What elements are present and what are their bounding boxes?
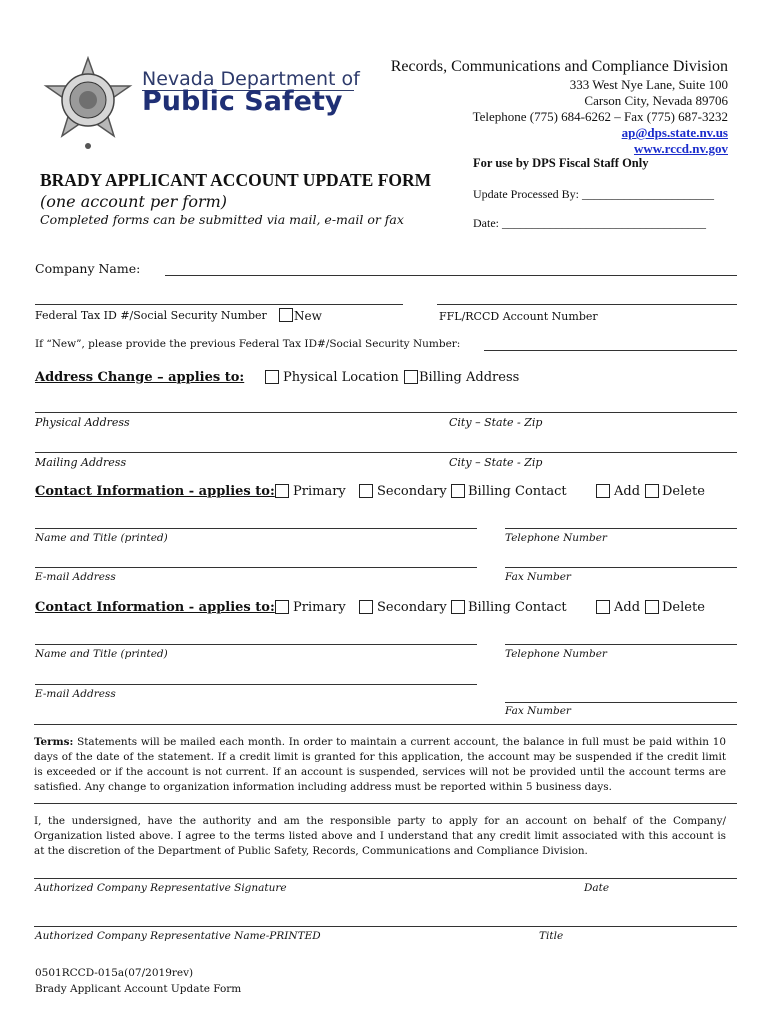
physical-address-field[interactable] [35,412,737,413]
contact1-billing-checkbox[interactable] [451,484,465,498]
contact1-phone-field[interactable] [505,528,737,529]
star-badge-icon [40,56,136,156]
contact1-delete-checkbox[interactable] [645,484,659,498]
phone-fax: Telephone (775) 684-6262 – Fax (775) 687-3232 [472,109,728,124]
contact2-delete-label: Delete [662,600,705,615]
staff-date: Date: __________________________________ [473,216,706,230]
contact1-fax-field[interactable] [505,567,737,568]
title-label: Title [539,930,564,942]
company-name-field[interactable] [165,275,737,276]
new-checkbox[interactable] [279,308,293,322]
contact2-email-label: E-mail Address [35,688,116,700]
date-label: Date [584,882,610,894]
contact1-heading: Contact Information - applies to: [35,484,275,499]
contact2-email-field[interactable] [35,684,477,685]
billing-address-label: Billing Address [419,370,520,385]
contact2-add-checkbox[interactable] [596,600,610,614]
contact2-primary-checkbox[interactable] [275,600,289,614]
physical-csz-label: City – State - Zip [449,416,543,429]
contact2-name-label: Name and Title (printed) [35,648,168,660]
billing-address-checkbox[interactable] [404,370,418,384]
contact1-delete-label: Delete [662,484,705,499]
staff-title: For use by DPS Fiscal Staff Only [473,156,649,170]
logo-line2: Public Safety [142,86,343,117]
physical-location-checkbox[interactable] [265,370,279,384]
contact1-billing-label: Billing Contact [468,484,567,499]
email-link[interactable]: ap@dps.state.nv.us [621,125,728,140]
web-link[interactable]: www.rccd.nv.gov [633,141,728,156]
terms-text: Statements will be mailed each month. In order to maintain a current account, the balance in full must be paid within 10 days of the date of the statement. If a credit limit is granted for this application, the account may be suspended if the credit limit is exceeded or if the account is not current. If an account is suspended, services will not be provided until the account terms are satisfied. Any change to organization information including address must be reported within 5 business days. [34,736,726,793]
previous-tax-id-field[interactable] [484,350,737,351]
form-title: BRADY APPLICANT ACCOUNT UPDATE FORM [40,170,432,190]
contact1-name-field[interactable] [35,528,477,529]
contact2-secondary-label: Secondary [377,600,447,615]
ffl-account-field[interactable] [437,304,737,305]
contact1-email-field[interactable] [35,567,477,568]
signature-label: Authorized Company Representative Signature [35,882,287,894]
contact2-billing-checkbox[interactable] [451,600,465,614]
agreement-paragraph: I, the undersigned, have the authority and am the responsible party to apply for an account on behalf of the Company/ Organization listed above. I agree to the terms listed above and I understand that any credit limit associated with this account is at the discretion of the Department of Public Safety, Records, Communications and Compliance Division. [34,815,726,857]
terms-paragraph [34,735,726,795]
if-new-label: If “New”, please provide the previous Federal Tax ID#/Social Security Number: [35,338,461,350]
contact2-secondary-checkbox[interactable] [359,600,373,614]
contact2-fax-label: Fax Number [505,705,571,717]
printed-name-field[interactable] [34,926,737,927]
contact2-primary-label: Primary [293,600,346,615]
signature-field[interactable] [34,878,737,879]
tax-id-label: Federal Tax ID #/Social Security Number [35,309,267,322]
dps-logo [40,56,360,156]
division-name: Records, Communications and Compliance Division [390,58,728,75]
city-address: Carson City, Nevada 89706 [584,93,728,108]
contact1-add-checkbox[interactable] [596,484,610,498]
divider [34,803,737,804]
contact1-name-label: Name and Title (printed) [35,532,168,544]
logo-line1: Nevada Department of [142,68,360,90]
form-code: 0501RCCD-015a(07/2019rev) [35,967,194,979]
contact1-add-label: Add [614,484,641,499]
contact2-billing-label: Billing Contact [468,600,567,615]
mailing-address-field[interactable] [35,452,737,453]
contact2-phone-label: Telephone Number [505,648,607,660]
new-label: New [294,309,322,323]
street-address: 333 West Nye Lane, Suite 100 [569,77,728,92]
company-name-label: Company Name: [35,261,141,276]
printed-name-label: Authorized Company Representative Name-PRINTED [35,930,321,942]
contact2-heading: Contact Information - applies to: [35,600,275,615]
form-subtitle: (one account per form) [40,192,228,211]
contact1-secondary-checkbox[interactable] [359,484,373,498]
form-note: Completed forms can be submitted via mail, e-mail or fax [40,212,404,227]
divider [34,724,737,725]
ffl-label: FFL/RCCD Account Number [439,310,598,323]
address-change-heading: Address Change – applies to: [35,370,245,385]
contact2-delete-checkbox[interactable] [645,600,659,614]
update-processed-by: Update Processed By: ______________________ [473,187,714,201]
mailing-address-label: Mailing Address [35,456,127,469]
contact2-add-label: Add [614,600,641,615]
contact2-phone-field[interactable] [505,644,737,645]
contact2-name-field[interactable] [35,644,477,645]
contact1-fax-label: Fax Number [505,571,571,583]
contact1-email-label: E-mail Address [35,571,116,583]
form-name-footer: Brady Applicant Account Update Form [35,983,242,995]
contact1-primary-checkbox[interactable] [275,484,289,498]
contact1-phone-label: Telephone Number [505,532,607,544]
terms-label: Terms: [34,736,74,748]
contact1-primary-label: Primary [293,484,346,499]
physical-location-label: Physical Location [283,370,399,385]
contact-block [391,57,728,157]
mailing-csz-label: City – State - Zip [449,456,543,469]
physical-address-label: Physical Address [35,416,130,429]
tax-id-field[interactable] [35,304,403,305]
contact2-fax-field[interactable] [505,702,737,703]
contact1-secondary-label: Secondary [377,484,447,499]
